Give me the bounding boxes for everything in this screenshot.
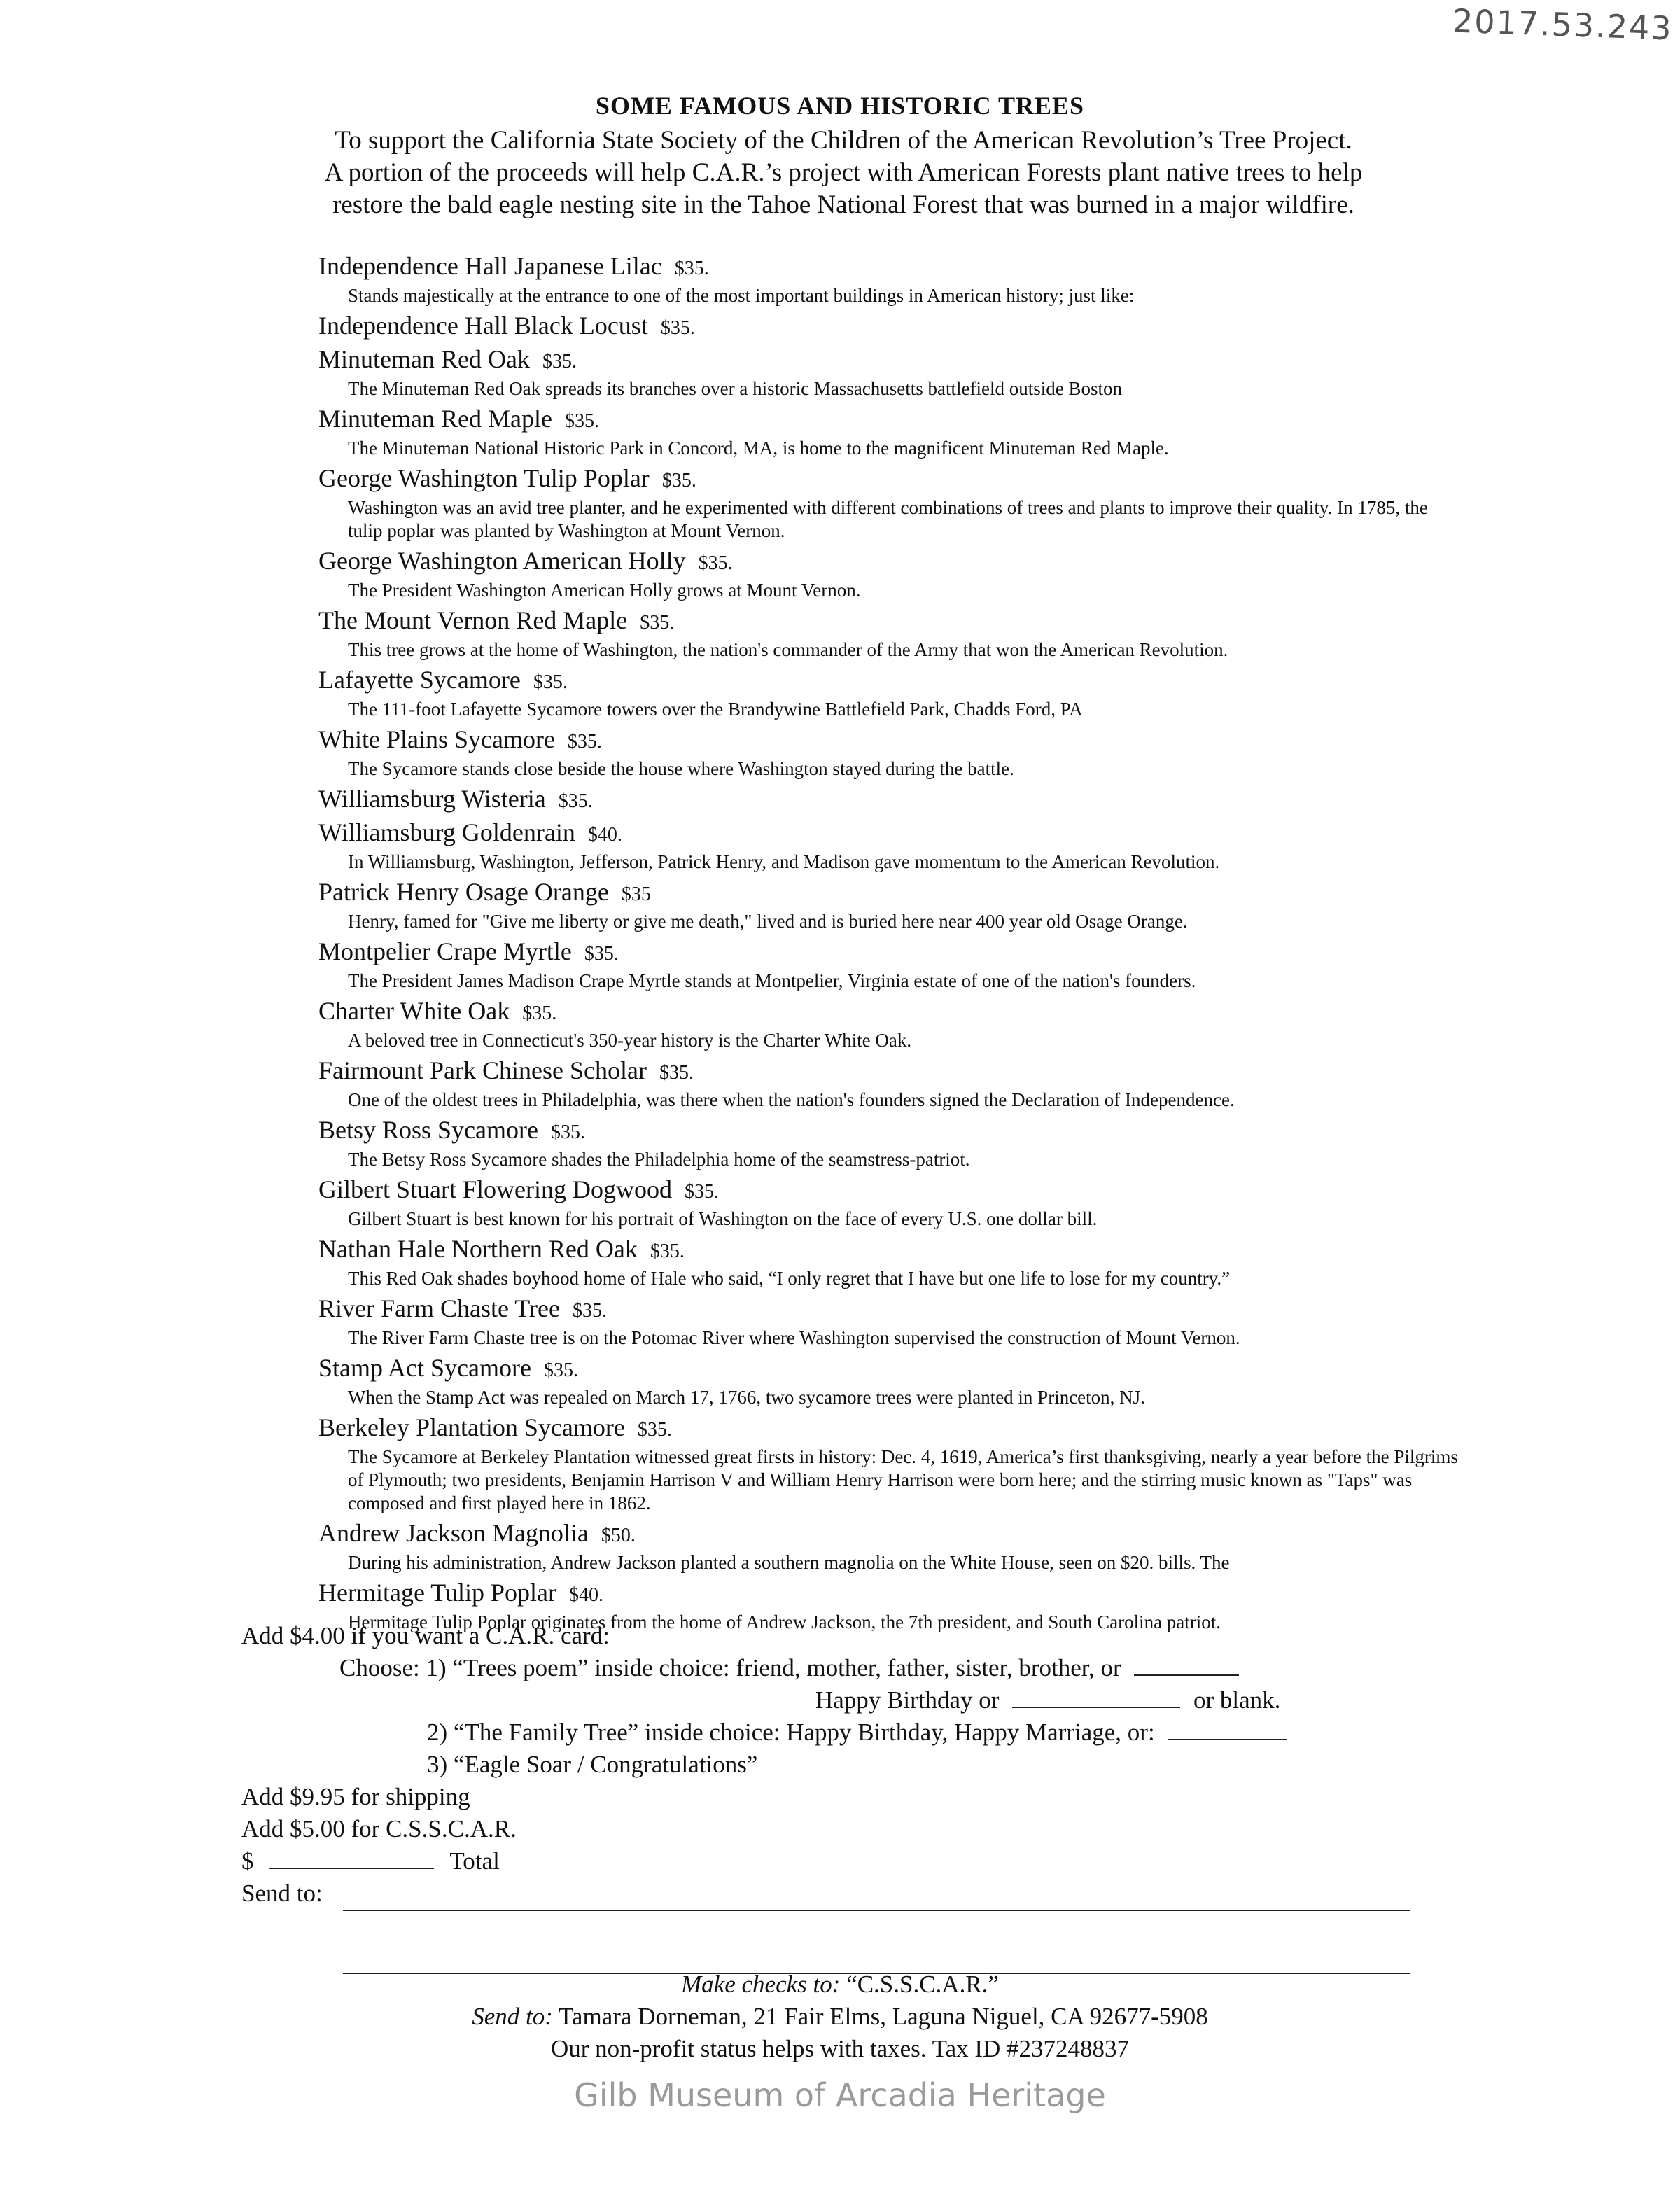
send-address-line [0,2001,1680,2033]
tree-name: Nathan Hale Northern Red Oak [318,1235,638,1263]
tree-name: Montpelier Crape Myrtle [318,937,572,965]
tree-name: Williamsburg Goldenrain [318,818,575,846]
tree-name: Minuteman Red Oak [318,345,530,373]
tree-item [318,876,1466,933]
tree-heading [318,1293,1466,1327]
tree-item [318,310,1466,344]
card-choice-2-blank[interactable] [1168,1718,1287,1740]
tree-price: $40. [569,1584,603,1606]
tree-heading [318,1114,1466,1148]
tree-description: Henry, famed for "Give me liberty or give me death," lived and is buried here near 400 year old Osage Orange. [348,911,1188,932]
checks-value: “C.S.S.C.A.R.” [846,1971,999,1998]
shipping-line: Add $9.95 for shipping [241,1783,470,1810]
tree-description: The Minuteman Red Oak spreads its branches over a historic Massachusetts battlefield outside Boston [348,378,1122,399]
send-to-address-line-1[interactable] [343,1910,1410,1911]
tree-description: The River Farm Chaste tree is on the Potomac River where Washington supervised the construction of Mount Vernon. [348,1327,1240,1348]
tree-name: Gilbert Stuart Flowering Dogwood [318,1175,672,1203]
tree-heading [318,605,1466,638]
tree-description: The Sycamore stands close beside the house where Washington stayed during the battle. [348,758,1014,779]
tree-name: Stamp Act Sycamore [318,1354,531,1382]
tree-item [318,995,1466,1052]
card-choice-1b-end: or blank. [1193,1686,1281,1714]
tree-item [318,1518,1466,1574]
card-choice-2 [241,1716,1502,1749]
send-label: Send to: [472,2003,553,2030]
tree-heading [318,783,1466,817]
tree-heading [318,664,1466,698]
intro-paragraph [266,125,1421,221]
card-choice-1-blank[interactable] [1134,1653,1239,1676]
tree-price: $35. [533,671,568,693]
tree-item [318,403,1466,460]
tree-heading [318,1518,1466,1551]
tree-name: Hermitage Tulip Poplar [318,1579,556,1607]
tree-name: Berkeley Plantation Sycamore [318,1413,625,1441]
tree-heading [318,724,1466,757]
tree-name: Patrick Henry Osage Orange [318,878,609,906]
tree-name: George Washington American Holly [318,547,686,575]
tree-name: Betsy Ross Sycamore [318,1116,538,1144]
tree-name: White Plains Sycamore [318,725,555,753]
tree-name: Williamsburg Wisteria [318,785,546,813]
tree-price: $35. [522,1002,557,1024]
tree-item [318,1293,1466,1350]
tree-price: $35. [572,1300,607,1322]
tree-heading [318,545,1466,579]
total-label: Total [449,1847,500,1875]
tree-description: This Red Oak shades boyhood home of Hale who said, “I only regret that I have but one life to lose for my country.” [348,1268,1231,1289]
checks-label: Make checks to: [681,1971,841,1998]
tree-price: $35. [550,1121,585,1143]
send-to-line [241,1877,1502,1910]
order-form [241,1620,1502,1910]
tree-name: Charter White Oak [318,997,510,1025]
tree-item [318,1352,1466,1409]
tree-price: $35. [584,943,619,965]
tree-description: Gilbert Stuart is best known for his portrait of Washington on the face of every U.S. one dollar bill. [348,1208,1098,1229]
tree-heading [318,936,1466,970]
tree-name: The Mount Vernon Red Maple [318,606,628,634]
tree-heading [318,251,1466,284]
footer [0,1968,1680,2065]
tree-description: Washington was an avid tree planter, and he experimented with different combinations of trees and plants to improve their quality. In 1785, the tulip poplar was planted by Washington at Mount Vernon. [348,497,1428,541]
tree-price: $35. [674,258,709,279]
tree-item [318,936,1466,993]
tree-heading [318,1412,1466,1446]
tax-line: Our non-profit status helps with taxes. Tax ID #237248837 [550,2035,1130,2062]
tree-item [318,1174,1466,1231]
tree-price: $35. [659,1062,694,1084]
tree-price: $35. [698,552,733,574]
checks-line [0,1968,1680,2001]
tree-heading [318,876,1466,910]
intro-line: A portion of the proceeds will help C.A.R.’s project with American Forests plant native trees to help [324,158,1363,187]
send-to-label: Send to: [241,1880,323,1907]
tree-description: When the Stamp Act was repealed on March 17, 1766, two sycamore trees were planted in Princeton, NJ. [348,1387,1145,1408]
tree-price: $35. [567,731,602,753]
tree-price: $35. [662,470,696,491]
card-choice-1b-text: Happy Birthday or [816,1686,1000,1714]
tree-description: The Betsy Ross Sycamore shades the Philadelphia home of the seamstress-patriot. [348,1149,970,1170]
tree-name: Andrew Jackson Magnolia [318,1519,589,1547]
tree-heading [318,1352,1466,1386]
tree-description: During his administration, Andrew Jackson planted a southern magnolia on the White House, seen on $20. bills. The [348,1552,1230,1573]
tree-price: $35. [543,1359,578,1381]
accession-number: 2017.53.243 [1452,1,1674,48]
tree-item [318,1412,1466,1515]
tree-description: One of the oldest trees in Philadelphia, was there when the nation's founders signed the Declaration of Independence. [348,1089,1235,1110]
tree-item [318,545,1466,602]
card-choice-1-text: Choose: 1) “Trees poem” inside choice: friend, mother, father, sister, brother, or [340,1654,1121,1681]
tree-item [318,251,1466,307]
tree-price: $35. [637,1419,672,1441]
card-choice-2-text: 2) “The Family Tree” inside choice: Happy Birthday, Happy Marriage, or: [427,1719,1155,1746]
tree-heading [318,1577,1466,1611]
tree-description: Stands majestically at the entrance to one of the most important buildings in American history; just like: [348,285,1135,306]
card-option: Add $4.00 if you want a C.A.R. card: [241,1622,610,1649]
tree-price: $35 [621,883,651,905]
tree-heading [318,403,1466,437]
tree-item [318,783,1466,817]
card-choice-1-cont [241,1684,1502,1716]
birthday-blank[interactable] [1012,1686,1180,1708]
tree-list [318,251,1466,1637]
tree-heading [318,1174,1466,1208]
tree-name: River Farm Chaste Tree [318,1294,560,1322]
tree-price: $40. [587,824,622,846]
tree-description: The President James Madison Crape Myrtle stands at Montpelier, Virginia estate of one of the nation's founders. [348,970,1196,991]
dollar-sign: $ [241,1847,254,1875]
tree-price: $35. [684,1181,719,1203]
tree-item [318,817,1466,874]
tree-description: The President Washington American Holly grows at Mount Vernon. [348,580,861,601]
tree-heading [318,995,1466,1029]
tree-item [318,1055,1466,1112]
tree-heading [318,310,1466,344]
intro-line: To support the California State Society of the Children of the American Revolution’s Tree Project. [335,126,1352,155]
watermark: Gilb Museum of Arcadia Heritage [574,2076,1106,2114]
tree-name: Independence Hall Japanese Lilac [318,252,662,280]
tree-item [318,605,1466,662]
tree-item [318,1233,1466,1290]
tree-item [318,463,1466,543]
tree-item [318,664,1466,721]
tree-heading [318,1233,1466,1267]
csscar-line: Add $5.00 for C.S.S.C.A.R. [241,1815,517,1842]
tree-price: $35. [650,1240,685,1262]
tree-heading [318,1055,1466,1089]
tree-item [318,724,1466,781]
send-value: Tamara Dorneman, 21 Fair Elms, Laguna Niguel, CA 92677-5908 [559,2003,1208,2030]
tree-description: The Sycamore at Berkeley Plantation witnessed great firsts in history: Dec. 4, 1619, America’s first thanksgiving, nearly a year before the Pilgrims of Plymouth; two presidents, Benjamin Harrison V and William Henry Harrison were born here; and the stirring music known as "Taps" was composed and first played here in 1862. [348,1446,1458,1513]
tree-description: This tree grows at the home of Washington, the nation's commander of the Army that won the American Revolution. [348,639,1228,660]
total-line [241,1845,1502,1877]
tree-description: The Minuteman National Historic Park in Concord, MA, is home to the magnificent Minuteman Red Maple. [348,438,1169,459]
tree-name: Independence Hall Black Locust [318,312,648,340]
tree-price: $35. [558,790,593,812]
tree-price: $35. [564,410,599,432]
tree-name: Fairmount Park Chinese Scholar [318,1056,647,1084]
tree-name: George Washington Tulip Poplar [318,464,650,492]
tree-price: $50. [601,1525,636,1546]
tree-description: A beloved tree in Connecticut's 350-year history is the Charter White Oak. [348,1030,912,1051]
tree-description: The 111-foot Lafayette Sycamore towers over the Brandywine Battlefield Park, Chadds Ford, PA [348,699,1083,720]
page-title: SOME FAMOUS AND HISTORIC TREES [595,92,1085,120]
tree-heading [318,463,1466,496]
tree-item [318,1114,1466,1171]
intro-line: restore the bald eagle nesting site in the Tahoe National Forest that was burned in a major wildfire. [332,190,1354,219]
tree-heading [318,817,1466,851]
tree-name: Lafayette Sycamore [318,666,521,694]
total-blank[interactable] [270,1847,434,1869]
tree-price: $35. [542,351,577,372]
card-choice-1 [241,1652,1502,1684]
tree-price: $35. [660,317,695,339]
tree-description: Hermitage Tulip Poplar originates from the home of Andrew Jackson, the 7th president, and South Carolina patriot. [348,1611,1222,1632]
tree-heading [318,344,1466,377]
tree-price: $35. [640,612,675,634]
card-choice-3: 3) “Eagle Soar / Congratulations” [427,1751,758,1778]
tree-description: In Williamsburg, Washington, Jefferson, Patrick Henry, and Madison gave momentum to the American Revolution. [348,851,1220,872]
tree-item [318,344,1466,400]
tree-name: Minuteman Red Maple [318,405,552,433]
